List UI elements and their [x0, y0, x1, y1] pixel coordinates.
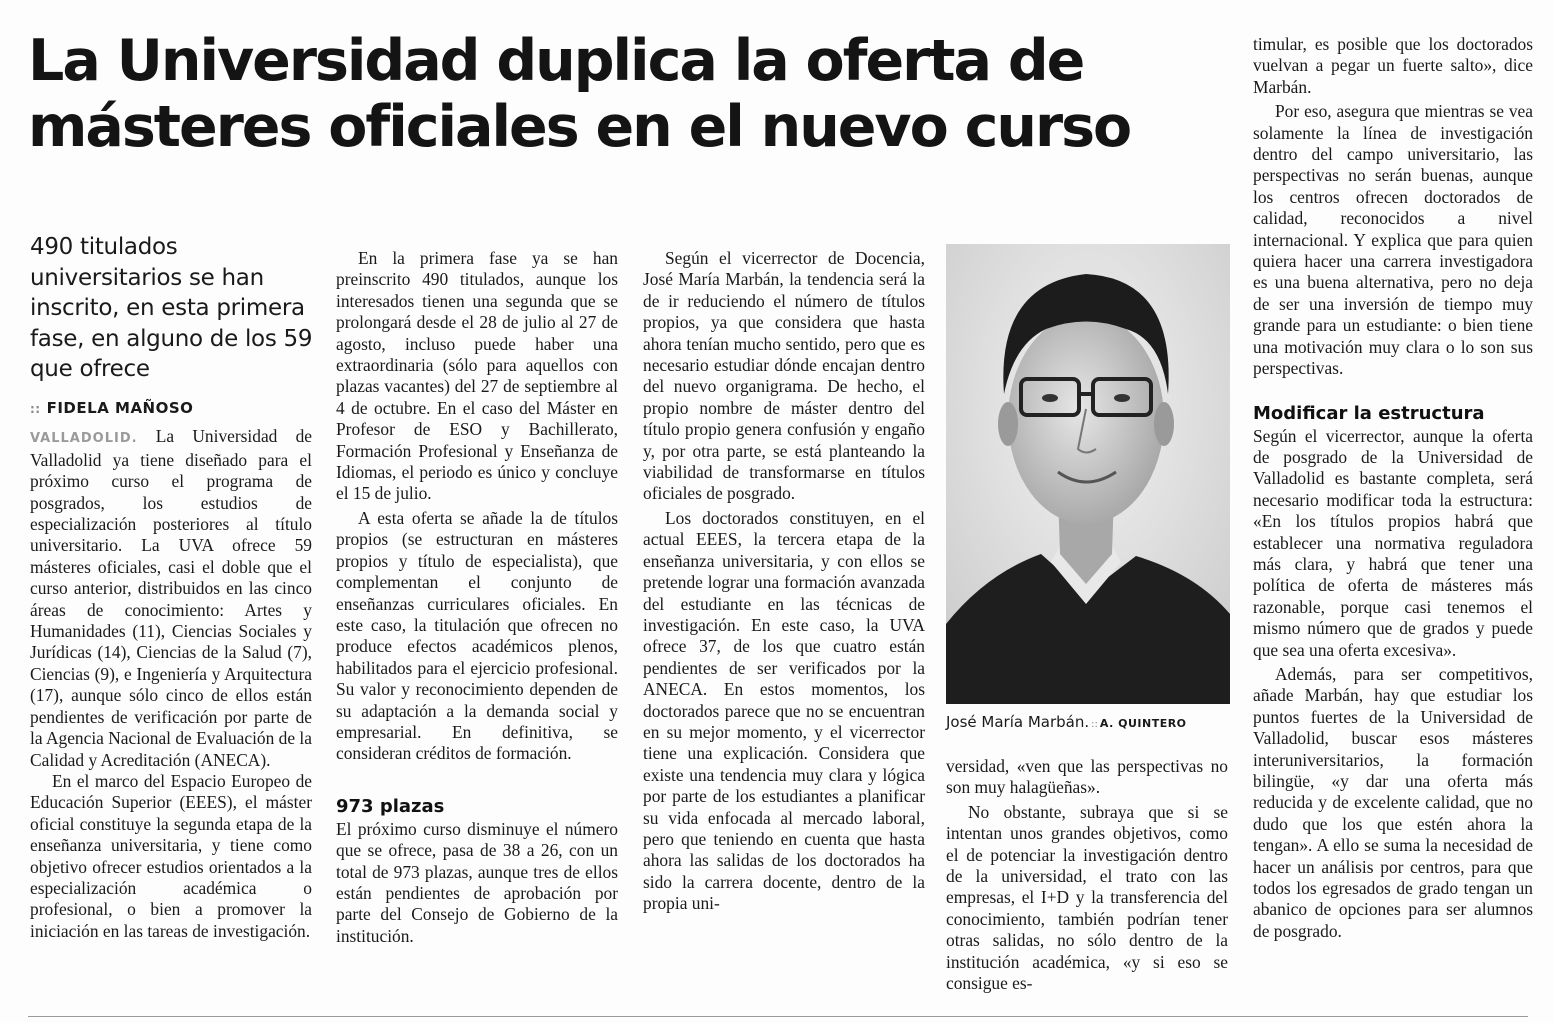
col2-paragraph-1: En la primera fase ya se han preinscrito 490 titulados, aunque los interesados tienen una segunda que se prolongará desde el 28 de julio al 27 de agosto, incluso puede haber una extraordinaria (sólo para aquellos con plazas vacantes) del 27 de septiembre al 4 de octubre. En el caso del Máster en Profesor de ESO y Bachillerato, Formación Profesional y Enseñanza de Idiomas, el periodo es único y concluye el 15 de julio.	[336, 248, 618, 504]
dateline: VALLADOLID.	[30, 431, 138, 447]
byline-marker: ::	[30, 402, 41, 416]
col3-paragraph-2: Los doctorados constituyen, en el actual EEES, la tercera etapa de la enseñanza universitaria, y con ellos se pretende lograr una formación avanzada del estudiante en las técnicas de investigación. En este caso, la UVA ofrece 37, de los que cuatro están pendientes de ser verificados por la ANECA. En estos momentos, los doctorados parece que no se encuentran en su mejor momento, y el vicerrector tiene una explicación. Considera que existe una tendencia muy clara y lógica por parte de los estudiantes a planificar su vida enfocada al mercado laboral, pero que teniendo en cuenta que hasta ahora las salidas de los doctorados ha sido la carrera docente, dentro de la propia uni-	[643, 507, 925, 914]
caption-marker: ::	[1091, 719, 1098, 730]
section-heading-modificar: Modificar la estructura	[1253, 402, 1485, 424]
col5-paragraph-3: Según el vicerrector, aunque la oferta de posgrado de la Universidad de Valladolid es bastante completa, será necesario modificar toda la estructura: «En los títulos propios habrá que establecer una normativa reguladora más clara, y habrá que tener una política de oferta de másteres más razonable, porque casi tenemos el mismo número que de grados y puede que sea una oferta excesiva».	[1253, 425, 1533, 660]
bottom-rule	[28, 1016, 1528, 1017]
col4-paragraph-2: No obstante, subraya que si se intentan unos grandes objetivos, como el de potenciar la investigación dentro de la universidad, el trato con las empresas, el I+D y la transferencia del conocimiento, también podrían tener otras salidas, no sólo dentro de la institución académica, «y si eso se consigue es-	[946, 801, 1228, 994]
caption-text: José María Marbán.	[946, 713, 1090, 731]
column-3	[643, 248, 925, 915]
col5-paragraph-4: Además, para ser competitivos, añade Marbán, hay que estudiar los puntos fuertes de la Universidad de Valladolid, buscar esos másteres interuniversitarios, la formación bilingüe, «y dar una oferta más reducida y de excelente calidad, que no dudo que los que estén ahora la tengan». A ello se suma la necesidad de hacer un análisis por centros, para que todos los egresados de grado tengan un abanico de opciones para ser alumnos de posgrado.	[1253, 663, 1533, 941]
portrait-illustration	[946, 244, 1230, 704]
col4-paragraph-1: versidad, «ven que las perspectivas no son muy halagüeñas».	[946, 756, 1228, 798]
col1-p1-text: La Universidad de Valladolid ya tiene diseñado para el próximo curso el programa de posgrados, los estudios de especialización posteriores al título universitario. La UVA ofrece 59 másteres oficiales, casi el doble que el curso anterior, distribuidos en las cinco áreas de conocimiento: Artes y Humanidades (11), Ciencias Sociales y Jurídicas (14), Ciencias de la Salud (7), Ciencias (9), e Ingeniería y Arquitectura (17), aunque sólo cinco de ellos están pendientes de verificación por parte de la Agencia Nacional de Evaluación de la Calidad y Acreditación (ANECA).	[30, 426, 312, 770]
photo-caption	[946, 713, 1230, 731]
col5-paragraph-1: timular, es posible que los doctorados vuelvan a pegar un fuerte salto», dice Marbán.	[1253, 34, 1533, 97]
col1-paragraph-2: En el marco del Espacio Europeo de Educación Superior (EEES), el máster oficial constituye la segunda etapa de la enseñanza universitaria, y tiene como objetivo ofrecer estudios orientados a la especialización académica o profesional, o bien a promover la iniciación en las tareas de investigación.	[30, 770, 312, 941]
byline-author: FIDELA MAÑOSO	[46, 399, 194, 417]
section-heading-973-plazas: 973 plazas	[336, 795, 445, 817]
col2-paragraph-3: El próximo curso disminuye el número que se ofrece, pasa de 38 a 26, con un total de 973 plazas, aunque tres de ellos están pendientes de aprobación por parte del Consejo de Gobierno de la institución.	[336, 818, 618, 946]
col1-paragraph-1	[30, 426, 312, 771]
subheadline: 490 titulados universitarios se han inscrito, en esta primera fase, en alguno de los 59 que ofrece	[30, 234, 313, 382]
portrait-photo	[946, 244, 1230, 704]
column-5	[1253, 34, 1533, 942]
col3-paragraph-1: Según el vicerrector de Docencia, José María Marbán, la tendencia será la de ir reduciendo el número de títulos propios, ya que considera que hasta ahora tenían mucho sentido, pero que es necesario estudiar dónde encajan dentro del nuevo organigrama. De hecho, el propio nombre de máster dentro del título propio genera confusión y engaño y, por otra parte, se está planteando la viabilidad de transformarse en títulos oficiales de posgrado.	[643, 248, 925, 504]
column-1	[30, 398, 312, 942]
photo-credit: A. QUINTERO	[1099, 717, 1187, 730]
column-4	[946, 756, 1228, 994]
byline	[30, 398, 312, 420]
column-2	[336, 248, 618, 947]
col2-paragraph-2: A esta oferta se añade la de títulos propios (se estructuran en másteres propios y título de especialista), que complementan el conjunto de enseñanzas curriculares oficiales. En este caso, la titulación que ofrecen no produce efectos académicos plenos, habilitados para el ejercicio profesional. Su valor y reconocimiento dependen de su adaptación a la demanda social y empresarial. En definitiva, se consideran créditos de formación.	[336, 507, 618, 764]
col5-paragraph-2: Por eso, asegura que mientras se vea solamente la línea de investigación dentro del campo universitario, las perspectivas no serán buenas, aunque los centros ofrecen doctorados de calidad, reconocidos a nivel internacional. Y explica que para quien quiera hacer una carrera investigadora es una buena alternativa, pero no deja de ser una inversión de tiempo muy grande para un estudiante: o bien tiene una motivación muy clara o lo son sus perspectivas.	[1253, 101, 1533, 379]
headline: La Universidad duplica la oferta de másteres oficiales en el nuevo curso	[28, 28, 1131, 160]
